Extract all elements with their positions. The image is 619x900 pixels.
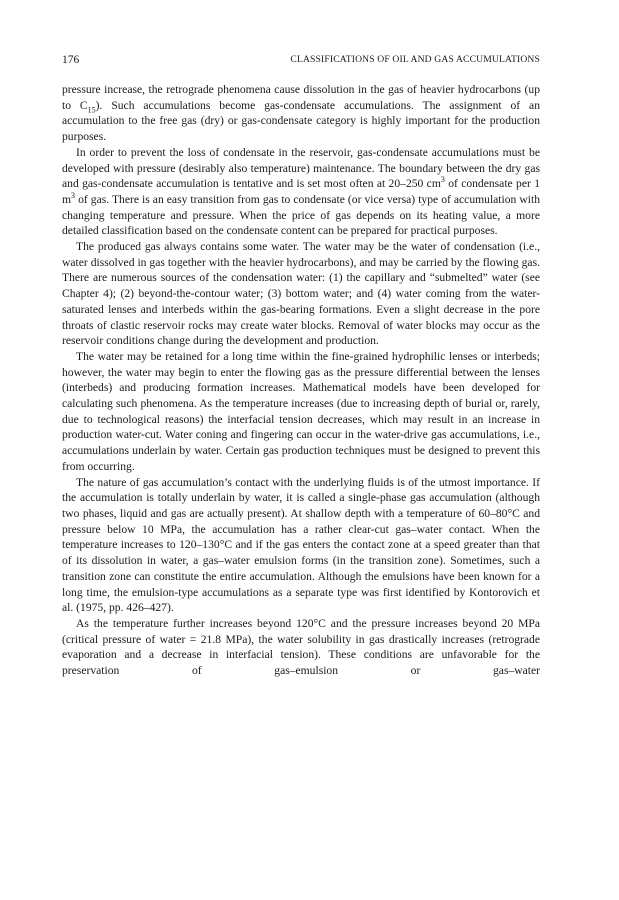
paragraph-5: The nature of gas accumulation’s contact with the underlying fluids is of the utmost importance. If the accumulation is totally underlain by water, it is called a single-phase gas accumulation (although two phases, liquid and gas are actually present). At shallow depth with a temperature of 60–80°C and pressure below 10 MPa, the accumulation has a rather clear-cut gas–water contact. When the temperature increases to 120–130°C and if the gas enters the contact zone at a speed greater than that of its dissolution in water, a gas–water emulsion forms (in the transition zone). Sometimes, such a transition zone can constitute the entire accumulation. Although the emulsions have been known for a long time, the emulsion-type accumulations as a separate type was first identified by Kontorovich et al. (1975, pp. 426–427). [62, 475, 540, 615]
book-page [62, 52, 540, 679]
running-title: CLASSIFICATIONS OF OIL AND GAS ACCUMULATIONS [290, 54, 540, 65]
running-head [62, 52, 540, 68]
paragraph-6: As the temperature further increases beyond 120°C and the pressure increases beyond 20 MPa (critical pressure of water = 21.8 MPa), the water solubility in gas drastically increases (retrograde evaporation and a decrease in interfacial tension). These conditions are unfavorable for the preservation of gas–emulsion or gas–water [62, 616, 540, 678]
paragraph-2: In order to prevent the loss of condensate in the reservoir, gas-condensate accumulations must be developed with pressure (desirably also temperature) maintenance. The boundary between the dry gas and gas-condensate accumulation is tentative and is set most often at 20–250 $cm^3$ of condensate per 1 $m^3$ of gas. There is an easy transition from gas to condensate (or vice versa) type of accumulation with changing temperature and pressure. When the price of gas depends on its heating value, a more detailed classification based on the condensate content can be prepared for practical purposes. [62, 145, 540, 238]
body-text [62, 82, 540, 679]
paragraph-3: The produced gas always contains some water. The water may be the water of condensation (i.e., water dissolved in gas together with the heavier hydrocarbons), and may be carried by the flowing gas. There are numerous sources of the condensation water: (1) the capillary and “submelted” water (see Chapter 4); (2) beyond-the-contour water; (3) bottom water; and (4) water coming from the water-saturated lenses and interbeds within the gas-bearing formations. Even a slight decrease in the pore throats of clastic reservoir rocks may create water blocks. Removal of water blocks may occur as the reservoir conditions change during the development and production. [62, 240, 540, 348]
page-number: 176 [62, 54, 80, 66]
paragraph-4: The water may be retained for a long time within the fine-grained hydrophilic lenses or interbeds; however, the water may begin to enter the flowing gas as the pressure differential between the lenses (interbeds) and producing formation increases. Mathematical models have been developed for calculating such phenomena. As the temperature increases (due to increasing depth of burial or, rarely, due to technological reasons) the interfacial tension decreases, which may result in an increase in production water-cut. Water coning and fingering can occur in the water-drive gas accumulations, i.e., accumulations underlain by water. Certain gas production techniques must be designed to prevent this from occurring. [62, 349, 540, 473]
paragraph-1: pressure increase, the retrograde phenomena cause dissolution in the gas of heavier hydrocarbons (up to $C_{15}$). Such accumulations become gas-condensate accumulations. The assignment of an accumulation to the free gas (dry) or gas-condensate category is highly important for the production purposes. [62, 83, 540, 144]
